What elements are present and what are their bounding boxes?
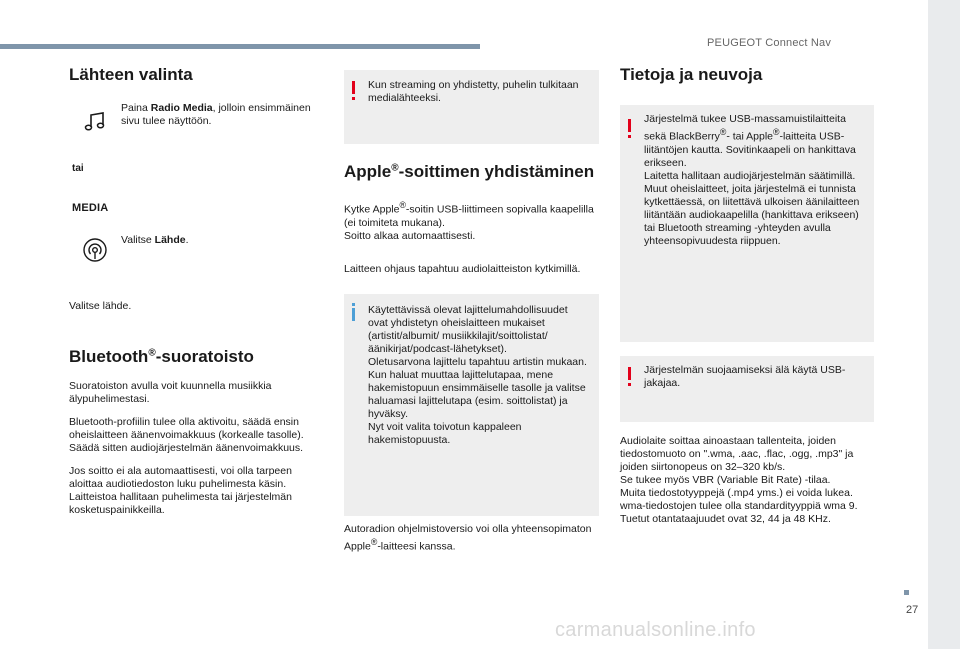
bt-paragraph-1: Suoratoiston avulla voit kuunnella musiikkia älypuhelimestasi. [69, 380, 272, 405]
media-button-label: MEDIA [72, 202, 109, 214]
end-marker [904, 590, 909, 595]
warning-box-hub [620, 356, 874, 422]
formats-line-b: Se tukee myös VBR (Variable Bit Rate) -tilaa. [620, 474, 831, 486]
or-label: tai [72, 163, 84, 174]
apple-paragraph-2: Laitteen ohjaus tapahtuu audiolaitteiston kytkimillä. [344, 262, 581, 275]
hub-warning-text: Järjestelmän suojaamiseksi älä käytä USB-jakajaa. [644, 364, 846, 389]
section-title-bluetooth: Bluetooth®-suoratoisto [69, 347, 254, 366]
page-number: 27 [906, 604, 919, 616]
manual-title: PEUGEOT Connect Nav [707, 37, 832, 49]
formats-paragraph [620, 435, 874, 526]
radio-source-icon [69, 234, 121, 263]
column-right [620, 64, 874, 526]
apple-paragraph-1a: Kytke Apple®-soitin USB-liittimeen sopivalla kaapelilla (ei toimiteta mukana). [344, 200, 594, 229]
formats-line-e: Tuetut otantataajuudet ovat 32, 44 ja 48 KHz. [620, 513, 831, 525]
section-title-tips: Tietoja ja neuvoja [620, 65, 763, 84]
info-text-a: Käytettävissä olevat lajittelumahdollisuudet ovat yhdistetyn oheislaitteen mukaiset (artistit/albumit/ musiikkilajit/soittolistat/äänikirjat/podcast-lähetykset). [368, 303, 568, 355]
bt-paragraph-2b: Säädä sitten audiojärjestelmän äänenvoimakkuus. [69, 442, 304, 454]
formats-line-c: Muita tiedostotyyppejä (.mp4 yms.) ei voida lukea. [620, 487, 853, 499]
music-note-icon [69, 102, 121, 132]
usb-text-a: Järjestelmä tukee USB-massamuistilaitteita sekä BlackBerry®- tai Apple®-laitteita USB-liitäntöjen kautta. Sovitinkaapeli on hankittava erikseen. [644, 113, 856, 169]
step1-text: Paina Radio Media, jolloin ensimmäinen sivu tulee näyttöön. [121, 102, 311, 127]
step2-text: Valitse Lähde. [121, 234, 189, 246]
formats-line-d: wma-tiedostojen tulee olla standardityyppiä wma 9. [620, 500, 858, 512]
column-middle [344, 70, 599, 553]
apple-paragraph-1b: Soitto alkaa automaattisesti. [344, 229, 476, 242]
step-select-source [69, 234, 311, 263]
warning-box-usb [620, 105, 874, 342]
info-text-c: Nyt voit valita toivotun kappaleen hakemistopuusta. [368, 420, 522, 446]
select-source-text: Valitse lähde. [69, 300, 132, 312]
column-left [69, 64, 311, 517]
bt-paragraph-3b: Laitteistoa hallitaan puhelimesta tai järjestelmän kosketuspainikkeilla. [69, 491, 292, 516]
warning-icon [628, 367, 631, 380]
warning-icon [352, 81, 355, 94]
usb-text-b: Laitetta hallitaan audiojärjestelmän säätimillä. [644, 169, 856, 182]
watermark: carmanualsonline.info [555, 619, 756, 641]
section-title-source: Lähteen valinta [69, 65, 193, 84]
step-radio-media [69, 102, 311, 132]
usb-text-c: Muut oheislaitteet, joita järjestelmä ei tunnista kytkettäessä, on liitettävä ulkoisen äänilaitteen liitäntään audiokaapelilla (hankittava erikseen) tai Bluetooth streaming -yhteyden avulla yhteensopivuudesta riippuen. [644, 182, 860, 247]
warning-icon [628, 119, 631, 132]
warning-box-streaming [344, 70, 599, 144]
apple-paragraph-3: Autoradion ohjelmistoversio voi olla yhteensopimaton Apple®-laitteesi kanssa. [344, 522, 592, 552]
page-edge-band [928, 0, 960, 649]
formats-line-a: Audiolaite soittaa ainoastaan tallenteita, joiden tiedostomuoto on ".wma, .aac, .flac, .ogg, .mp3" ja joiden siirtonopeus on 32–320 kb/s. [620, 435, 854, 473]
info-box-sorting [344, 294, 599, 516]
info-icon [352, 308, 355, 321]
header-rule [0, 44, 480, 49]
section-title-apple: Apple®-soittimen yhdistäminen [344, 162, 595, 181]
warning-text: Kun streaming on yhdistetty, puhelin tulkitaan medialähteeksi. [368, 79, 579, 104]
bt-paragraph-3a: Jos soitto ei ala automaattisesti, voi olla tarpeen aloittaa audiotiedoston luku puhelimesta käsin. [69, 465, 292, 490]
info-text-b: Oletusarvona lajittelu tapahtuu artistin mukaan. Kun haluat muuttaa lajittelutapaa, mene hakemistopuun ensimmäiselle tasolle ja valitse haluamasi lajittelutapa (esim. soittolistat) ja hyväksy. [368, 355, 587, 420]
bt-paragraph-2a: Bluetooth-profiilin tulee olla aktivoitu, säädä ensin oheislaitteen äänenvoimakkuus (korkealle tasolle). [69, 416, 304, 441]
